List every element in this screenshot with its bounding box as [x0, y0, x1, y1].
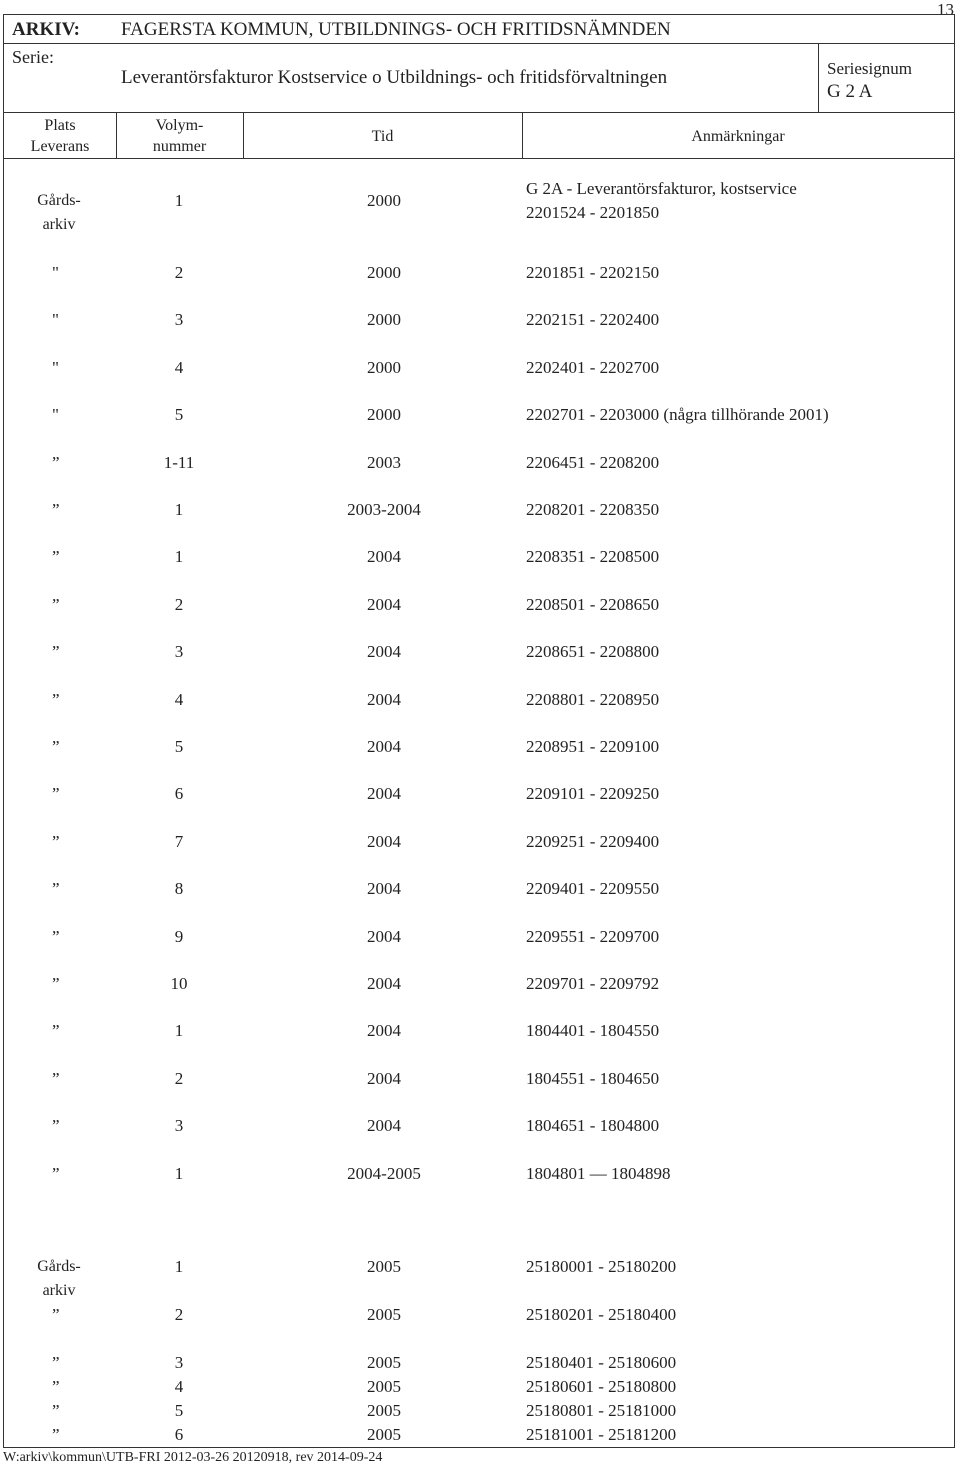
volume-cell: 6	[174, 784, 184, 804]
volume-cell: 6	[174, 1425, 184, 1444]
anm-cell: 2209401 - 2209550	[526, 879, 660, 899]
volume-cell: 2	[174, 594, 184, 614]
table-row	[4, 593, 954, 617]
anm-cell: 2201851 - 2202150	[526, 263, 660, 282]
table-row	[4, 1019, 954, 1043]
anm-cell: 1804651 - 1804800	[526, 1116, 660, 1136]
anm-cell: G 2A - Leverantörsfakturor, kostservice	[526, 179, 797, 198]
table-row	[4, 1303, 954, 1327]
volume-cell: 3	[174, 1353, 184, 1372]
plats-cell: ”	[52, 500, 60, 519]
volume-cell: 4	[174, 689, 184, 709]
plats-cell: ”	[52, 1425, 60, 1444]
plats-cell: ”	[52, 1068, 60, 1088]
plats-cell: "	[52, 263, 59, 282]
anm-cell: 2209251 - 2209400	[526, 831, 660, 851]
plats-cell: "	[52, 357, 59, 377]
seriesignum-box	[818, 43, 955, 113]
table-row	[4, 640, 954, 664]
table-row	[4, 1255, 954, 1279]
table-row	[4, 1375, 954, 1399]
anm-cell: 1804551 - 1804650	[526, 1068, 660, 1088]
tid-cell: 2004	[367, 879, 401, 899]
plats-cell: ”	[52, 1163, 60, 1183]
table-row	[4, 1399, 954, 1423]
volume-cell: 10	[170, 974, 188, 993]
arkiv-value: FAGERSTA KOMMUN, UTBILDNINGS- OCH FRITIDSNÄMNDEN	[121, 19, 671, 40]
volume-cell: 4	[174, 357, 184, 377]
anm-cell: 2209551 - 2209700	[526, 926, 660, 946]
volume-cell: 1	[174, 191, 184, 210]
table-row	[4, 1423, 954, 1447]
anm-cell: 2209101 - 2209250	[526, 784, 660, 804]
anm-cell: 2206451 - 2208200	[526, 452, 660, 472]
anm-cell: 25180001 - 25180200	[526, 1257, 677, 1276]
volume-cell: 1	[174, 547, 184, 567]
anm-cell: 1804401 - 1804550	[526, 1021, 660, 1041]
anm-cell: 2208201 - 2208350	[526, 500, 660, 519]
tid-cell: 2004	[367, 926, 401, 946]
volume-cell: 5	[174, 737, 184, 756]
volume-cell: 2	[174, 1305, 184, 1324]
table-row	[4, 972, 954, 996]
anm-cell: 2209701 - 2209792	[526, 974, 660, 993]
anm-cell: 2201524 - 2201850	[526, 203, 660, 222]
plats-cell: ”	[52, 737, 60, 756]
column-header-anmarkningar: Anmärkningar	[691, 127, 785, 145]
tid-cell: 2004	[367, 642, 401, 662]
arkiv-label: ARKIV:	[12, 19, 80, 40]
table-row	[4, 1114, 954, 1138]
tid-cell: 2004	[367, 831, 401, 851]
volume-cell: 3	[174, 642, 184, 662]
tid-cell: 2000	[367, 191, 401, 210]
tid-cell: 2004	[367, 784, 401, 804]
plats-cell: ”	[52, 926, 60, 946]
tid-cell: 2003	[367, 452, 401, 472]
anm-cell: 2202701 - 2203000 (några tillhörande 2001)	[526, 405, 829, 425]
anm-cell: 2208651 - 2208800	[526, 642, 660, 662]
anm-cell: 2208501 - 2208650	[526, 594, 660, 614]
tid-cell: 2004	[367, 547, 401, 567]
plats-cell: ”	[52, 642, 60, 662]
footer-path: W:arkiv\kommun\UTB-FRI 2012-03-26 20120918, rev 2014-09-24	[3, 1450, 383, 1465]
column-header-row	[4, 113, 954, 159]
volume-cell: 2	[174, 263, 184, 282]
header-divider	[4, 43, 954, 44]
table-row	[4, 498, 954, 522]
plats-cell: ”	[52, 689, 60, 709]
plats-cell: ”	[52, 1401, 60, 1420]
anm-cell: 25180201 - 25180400	[526, 1305, 677, 1324]
plats-cell: "	[52, 405, 59, 425]
table-row	[4, 545, 954, 569]
tid-cell: 2004	[367, 689, 401, 709]
tid-cell: 2003-2004	[347, 500, 421, 519]
table-row	[4, 403, 954, 427]
tid-cell: 2005	[367, 1377, 401, 1396]
tid-cell: 2004	[367, 1068, 401, 1088]
plats-cell: ”	[52, 784, 60, 804]
plats-cell: Gårds- arkiv	[37, 192, 81, 233]
tid-cell: 2000	[367, 310, 401, 330]
volume-cell: 7	[174, 831, 184, 851]
tid-cell: 2004	[367, 1116, 401, 1136]
plats-cell: ”	[52, 831, 60, 851]
volume-cell: 1-11	[163, 452, 195, 472]
volume-cell: 1	[174, 1257, 184, 1276]
column-header-volym: Volym- nummer	[152, 117, 207, 155]
volume-cell: 9	[174, 926, 184, 946]
column-header-tid: Tid	[371, 127, 394, 145]
tid-cell: 2004	[367, 737, 401, 756]
table-row	[4, 1067, 954, 1091]
plats-cell: ”	[52, 594, 60, 614]
plats-cell: ”	[52, 879, 60, 899]
table-row	[4, 877, 954, 901]
seriesignum-value: G 2 A	[827, 81, 873, 102]
volume-cell: 3	[174, 310, 184, 330]
plats-cell: ”	[52, 1353, 60, 1372]
tid-cell: 2004	[367, 1021, 401, 1041]
plats-cell: "	[52, 310, 59, 330]
table-row	[4, 1351, 954, 1375]
plats-cell: ”	[52, 1377, 60, 1396]
anm-cell: 2208351 - 2208500	[526, 547, 660, 567]
anm-cell: 25180601 - 25180800	[526, 1377, 677, 1396]
table-row	[4, 1162, 954, 1186]
plats-cell: ”	[52, 1305, 60, 1324]
tid-cell: 2005	[367, 1401, 401, 1420]
plats-cell: ”	[52, 1021, 60, 1041]
tid-cell: 2000	[367, 263, 401, 282]
volume-cell: 2	[174, 1068, 184, 1088]
table-row	[4, 356, 954, 380]
document-header	[3, 14, 955, 112]
table-row	[4, 688, 954, 712]
plats-cell: ”	[52, 452, 60, 472]
volume-cell: 1	[174, 1163, 184, 1183]
anm-cell: 25181001 - 25181200	[526, 1425, 677, 1444]
tid-cell: 2004	[367, 594, 401, 614]
page-number: 13	[937, 0, 954, 19]
seriesignum-label: Seriesignum	[827, 59, 912, 78]
volume-table	[3, 112, 955, 1448]
plats-cell: ”	[52, 1116, 60, 1136]
volume-cell: 1	[174, 1021, 184, 1041]
anm-cell: 25180801 - 25181000	[526, 1401, 677, 1420]
anm-cell: 2202401 - 2202700	[526, 357, 660, 377]
anm-cell: 1804801 ― 1804898	[526, 1163, 671, 1183]
table-row	[4, 925, 954, 949]
tid-cell: 2005	[367, 1257, 401, 1276]
anm-cell: 25180401 - 25180600	[526, 1353, 677, 1372]
volume-cell: 8	[174, 879, 184, 899]
tid-cell: 2004-2005	[347, 1163, 421, 1183]
table-row	[4, 735, 954, 759]
anm-cell: 2208801 - 2208950	[526, 689, 660, 709]
anm-cell: 2202151 - 2202400	[526, 310, 660, 330]
anm-cell: 2208951 - 2209100	[526, 737, 660, 756]
plats-cell: ”	[52, 547, 60, 567]
tid-cell: 2000	[367, 405, 401, 425]
volume-cell: 4	[174, 1377, 184, 1396]
serie-value: Leverantörsfakturor Kostservice o Utbildnings- och fritidsförvaltningen	[121, 67, 668, 88]
table-row	[4, 261, 954, 285]
table-row	[4, 451, 954, 475]
plats-cell: Gårds- arkiv	[37, 1258, 81, 1299]
volume-cell: 5	[174, 405, 184, 425]
tid-cell: 2005	[367, 1353, 401, 1372]
plats-cell: ”	[52, 974, 60, 993]
tid-cell: 2005	[367, 1305, 401, 1324]
serie-label: Serie:	[12, 47, 54, 67]
volume-cell: 3	[174, 1116, 184, 1136]
volume-cell: 1	[174, 500, 184, 519]
column-header-plats: Plats Leverans	[30, 117, 90, 155]
tid-cell: 2004	[367, 974, 401, 993]
volume-cell: 5	[174, 1401, 184, 1420]
table-row	[4, 830, 954, 854]
table-row	[4, 782, 954, 806]
tid-cell: 2005	[367, 1425, 401, 1444]
tid-cell: 2000	[367, 357, 401, 377]
table-row	[4, 308, 954, 332]
